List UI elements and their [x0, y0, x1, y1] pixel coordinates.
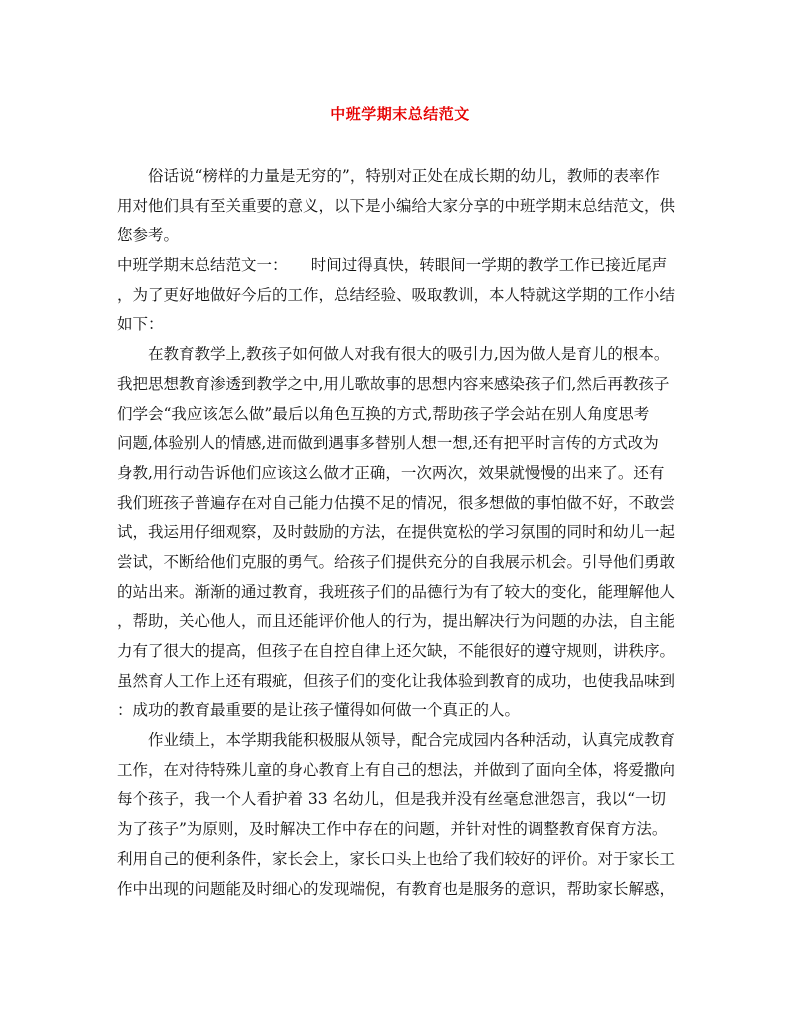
- text-line: 们学会“我应该怎么做”最后以角色互换的方式,帮助孩子学会站在别人角度思考: [117, 404, 650, 423]
- text-line: 在教育教学上,教孩子如何做人对我有很大的吸引力,因为做人是育儿的根本。: [148, 345, 670, 364]
- text-line: 用对他们具有至关重要的意义，以下是小编给大家分享的中班学期末总结范文，供: [117, 196, 676, 215]
- text-line: 身教,用行动告诉他们应该这么做才正确，一次两次，效果就慢慢的出来了。还有: [117, 463, 665, 482]
- text-line: 试，我运用仔细观察，及时鼓励的方法，在提供宽松的学习氛围的同时和幼儿一起: [117, 523, 676, 542]
- text-line: 俗话说“榜样的力量是无穷的”，特别对正处在成长期的幼儿，教师的表率作: [148, 167, 660, 185]
- text-line: 尝试，不断给他们克服的勇气。给孩子们提供充分的自我展示机会。引导他们勇敢: [117, 552, 676, 571]
- text-line: 力有了很大的提高，但孩子在自控自律上还欠缺，不能很好的遵守规则，讲秩序。: [117, 642, 676, 660]
- text-line: ，为了更好地做好今后的工作，总结经验、吸取教训，本人特就这学期的工作小结: [117, 285, 676, 304]
- text-line: ：成功的教育最重要的是让孩子懂得如何做一个真正的人。: [117, 701, 521, 720]
- text-line: 中班学期末总结范文一： 时间过得真快，转眼间一学期的教学工作已接近尾声: [117, 256, 668, 275]
- text-line: 问题,体验别人的情感,进而做到遇事多替别人想一想,还有把平时言传的方式改为: [117, 434, 659, 453]
- text-line: ，帮助，关心他人，而且还能评价他人的行为，提出解决行为问题的办法，自主能: [117, 612, 676, 631]
- text-line: 虽然育人工作上还有瑕疵，但孩子们的变化让我体验到教育的成功，也使我品味到: [117, 671, 676, 690]
- text-line: 作业绩上，本学期我能积极服从领导，配合完成园内各种活动，认真完成教育: [148, 731, 676, 750]
- text-line: 利用自己的便利条件，家长会上，家长口头上也给了我们较好的评价。对于家长工: [117, 849, 676, 868]
- document-body: [117, 162, 683, 904]
- text-line: 作中出现的问题能及时细心的发现端倪，有教育也是服务的意识，帮助家长解惑，: [117, 879, 676, 898]
- text-line: 您参考。: [117, 226, 180, 245]
- text-line: 我们班孩子普遍存在对自己能力估摸不足的情况，很多想做的事怕做不好，不敢尝: [117, 493, 676, 512]
- text-line: 工作，在对待特殊儿童的身心教育上有自己的想法，并做到了面向全体，将爱撒向: [117, 760, 676, 779]
- text-line: 的站出来。渐渐的通过教育，我班孩子们的品德行为有了较大的变化，能理解他人: [117, 582, 676, 601]
- text-line: 为了孩子”为原则，及时解决工作中存在的问题，并针对性的调整教育保育方法。: [117, 820, 668, 839]
- document-title: 中班学期末总结范文: [330, 105, 470, 123]
- text-line: 我把思想教育渗透到教学之中,用儿歌故事的思想内容来感染孩子们,然后再教孩子: [117, 374, 670, 393]
- text-line: 如下：: [117, 315, 164, 334]
- text-line: 每个孩子，我一个人看护着 33 名幼儿，但是我并没有丝毫怠泄怨言，我以“一切: [117, 790, 667, 809]
